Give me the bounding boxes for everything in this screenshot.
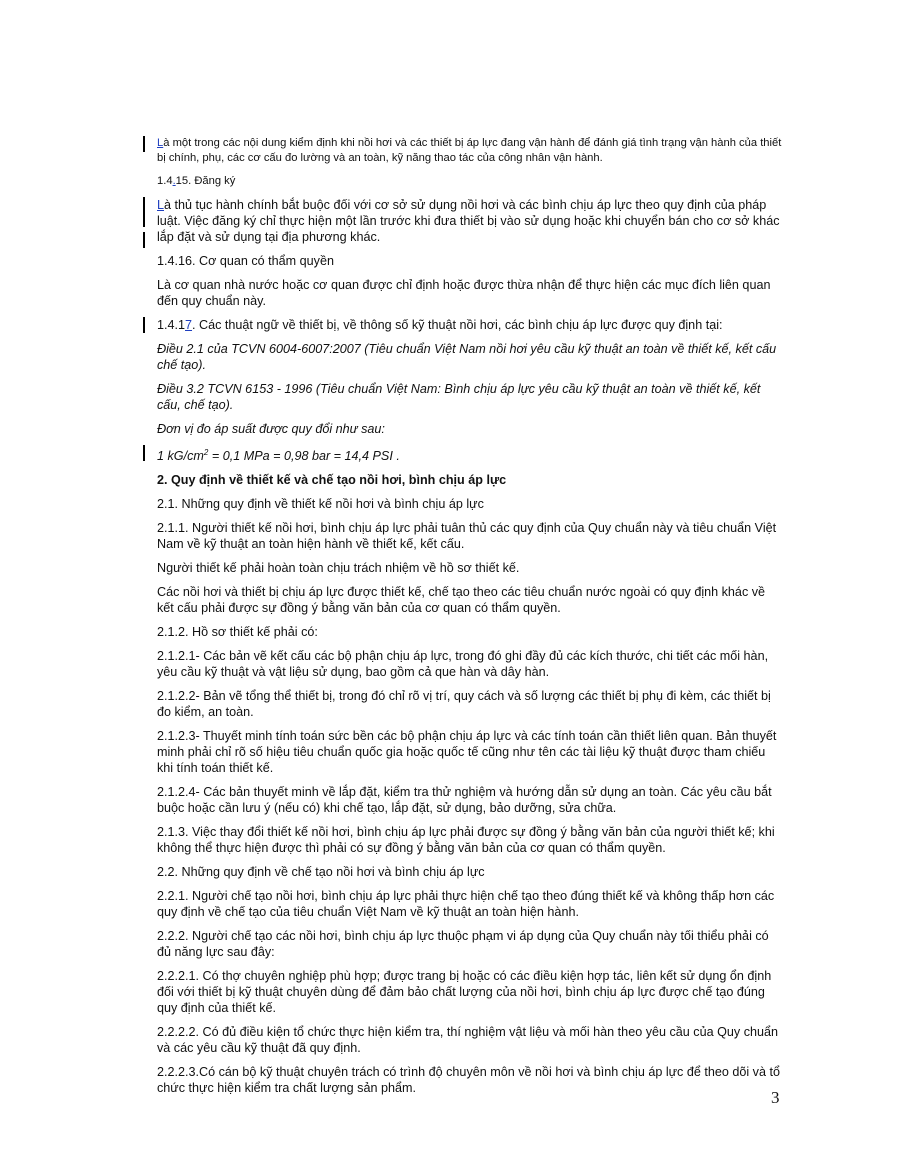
revision-bar — [143, 136, 145, 152]
paragraph-2-1-2-3: 2.1.2.3- Thuyết minh tính toán sức bền các bộ phận chịu áp lực và các tính toán cần thiết liên quan. Bản thuyết minh phải chỉ rõ số hiệu tiêu chuẩn quốc gia hoặc quốc tế cũng như tên các tài liệu kỹ thuật được tham chiếu khi tính toán thiết kế. — [157, 729, 777, 776]
revision-link[interactable]: L — [157, 137, 164, 149]
paragraph-2-2-2-2: 2.2.2.2. Có đủ điều kiện tổ chức thực hiện kiểm tra, thí nghiệm vật liệu và mối hàn theo yêu cầu của Quy chuẩn và các yêu cầu kỹ thuật đã quy định. — [157, 1025, 779, 1056]
section-heading-2-1: 2.1. Những quy định về thiết kế nồi hơi và bình chịu áp lực — [157, 497, 484, 512]
revision-bar — [143, 232, 145, 248]
revision-link[interactable]: L — [157, 198, 165, 212]
italic-reference-1: Điều 2.1 của TCVN 6004-6007:2007 (Tiêu chuẩn Việt Nam nồi hơi yêu cầu kỹ thuật an toàn về thiết kế, kết cấu chế tạo). — [157, 342, 777, 372]
heading-1-4-17 — [157, 317, 782, 333]
paragraph-2-2-1: 2.2.1. Người chế tạo nồi hơi, bình chịu áp lực phải thực hiện chế tạo theo đúng thiết kế và không thấp hơn các quy định về chế tạo của tiêu chuẩn Việt Nam về kỹ thuật an toàn hiện hành. — [157, 889, 775, 920]
paragraph-2-1-2-4: 2.1.2.4- Các bản thuyết minh về lắp đặt, kiểm tra thử nghiệm và hướng dẫn sử dụng an toàn. Các yêu cầu bắt buộc hoặc cần lưu ý (nếu có) khi chế tạo, lắp đặt, sử dụng, bảo dưỡng, sửa chữa. — [157, 785, 772, 816]
revision-bar — [143, 197, 145, 227]
paragraph-2-1-2-1: 2.1.2.1- Các bản vẽ kết cấu các bộ phận chịu áp lực, trong đó ghi đầy đủ các kích thước, chi tiết các mối hàn, yêu cầu kỹ thuật và vật liệu sử dụng, bao gồm cả que hàn và dây hàn. — [157, 649, 769, 680]
paragraph-2-1-1-b: Người thiết kế phải hoàn toàn chịu trách nhiệm về hồ sơ thiết kế. — [157, 561, 520, 576]
paragraph-2-1-1: 2.1.1. Người thiết kế nồi hơi, bình chịu áp lực phải tuân thủ các quy định của Quy chuẩn này và tiêu chuẩn Việt Nam về kỹ thuật an toàn hiện hành về thiết kế, kết cấu. — [157, 521, 777, 552]
revision-bar — [143, 317, 145, 333]
heading-1-4-15 — [157, 174, 782, 189]
italic-reference-2: Điều 3.2 TCVN 6153 - 1996 (Tiêu chuẩn Việt Nam: Bình chịu áp lực yêu cầu kỹ thuật an toàn về thiết kế, kết cấu, chế tạo). — [157, 382, 761, 412]
revision-link[interactable]: 7 — [185, 318, 193, 332]
unit-text: 1 kG/cm — [157, 449, 204, 464]
paragraph-2-2-2-1: 2.2.2.1. Có thợ chuyên nghiệp phù hợp; được trang bị hoặc có các điều kiện hợp tác, liên kết sử dụng ổn định đối với thiết bị kỹ thuật chuyên dùng để đảm bảo chất lượng của nồi hơi, bình chịu áp lực được chế tạo đúng quy định của thiết kế. — [157, 969, 772, 1016]
revision-bar — [143, 445, 145, 461]
unit-text: = 0,1 MPa = 0,98 bar = 14,4 PSI . — [208, 449, 400, 464]
paragraph-kiem-dinh — [157, 136, 782, 166]
paragraph-2-1-3: 2.1.3. Việc thay đổi thiết kế nồi hơi, bình chịu áp lực phải được sự đồng ý bằng văn bản của người thiết kế; khi không thể thực hiện được thì phải có sự đồng ý bằng văn bản của cơ quan có thẩm quyền. — [157, 825, 775, 856]
heading-1-4-16: 1.4.16. Cơ quan có thẩm quyền — [157, 254, 334, 268]
page-number: 3 — [771, 1088, 780, 1107]
section-heading-2: 2. Quy định về thiết kế và chế tạo nồi hơi, bình chịu áp lực — [157, 473, 507, 488]
paragraph-2-2-2: 2.2.2. Người chế tạo các nồi hơi, bình chịu áp lực thuộc phạm vi áp dụng của Quy chuẩn này tối thiểu phải có đủ năng lực sau đây: — [157, 929, 769, 960]
unit-conversion — [157, 445, 782, 464]
paragraph-text: à thủ tục hành chính bắt buộc đối với cơ sở sử dụng nồi hơi và các bình chịu áp lực theo quy định của pháp luật. Việc đăng ký chỉ thực hiện một lần trước khi đưa thiết bị vào sử dụng hoặc khi chuyển bán cho cơ sở khác lắp đặt và sử dụng tại địa phương khác. — [157, 198, 780, 244]
heading-text: . Các thuật ngữ về thiết bị, về thông số kỹ thuật nồi hơi, các bình chịu áp lực được quy định tại: — [192, 318, 723, 332]
section-heading-2-2: 2.2. Những quy định về chế tạo nồi hơi và bình chịu áp lực — [157, 865, 485, 880]
paragraph-co-quan: Là cơ quan nhà nước hoặc cơ quan được chỉ định hoặc được thừa nhận để thực hiện các mục đích liên quan đến quy chuẩn này. — [157, 278, 771, 308]
heading-number: 1.4.1 — [157, 318, 186, 332]
revision-link[interactable]: . — [172, 175, 176, 187]
heading-number: 1.4 — [157, 175, 173, 187]
paragraph-2-2-2-3: 2.2.2.3.Có cán bộ kỹ thuật chuyên trách có trình độ chuyên môn về nồi hơi và bình chịu áp lực để theo dõi và tổ chức thực hiện kiểm tra chất lượng sản phẩm. — [157, 1065, 780, 1096]
unit-superscript: 2 — [203, 448, 209, 457]
italic-unit-note: Đơn vị đo áp suất được quy đổi như sau: — [157, 422, 385, 436]
paragraph-2-1-1-c: Các nồi hơi và thiết bị chịu áp lực được thiết kế, chế tạo theo các tiêu chuẩn nước ngoài có quy định khác về kết cấu phải được sự đồng ý bằng văn bản của cơ quan có thẩm quyền. — [157, 585, 766, 616]
paragraph-dang-ky — [157, 197, 782, 245]
heading-text: 15. Đăng ký — [175, 175, 236, 187]
paragraph-2-1-2: 2.1.2. Hồ sơ thiết kế phải có: — [157, 625, 318, 640]
document-body — [157, 136, 782, 1104]
paragraph-text: à một trong các nội dung kiểm định khi nồi hơi và các thiết bị áp lực đang vận hành để đánh giá tình trạng vận hành của thiết bị chính, phụ, các cơ cấu đo lường và an toàn, kỹ năng thao tác của công nhân vận hành. — [157, 137, 782, 164]
paragraph-2-1-2-2: 2.1.2.2- Bản vẽ tổng thể thiết bị, trong đó chỉ rõ vị trí, quy cách và số lượng các thiết bị phụ đi kèm, các thiết bị đo kiểm, an toàn. — [157, 689, 771, 720]
